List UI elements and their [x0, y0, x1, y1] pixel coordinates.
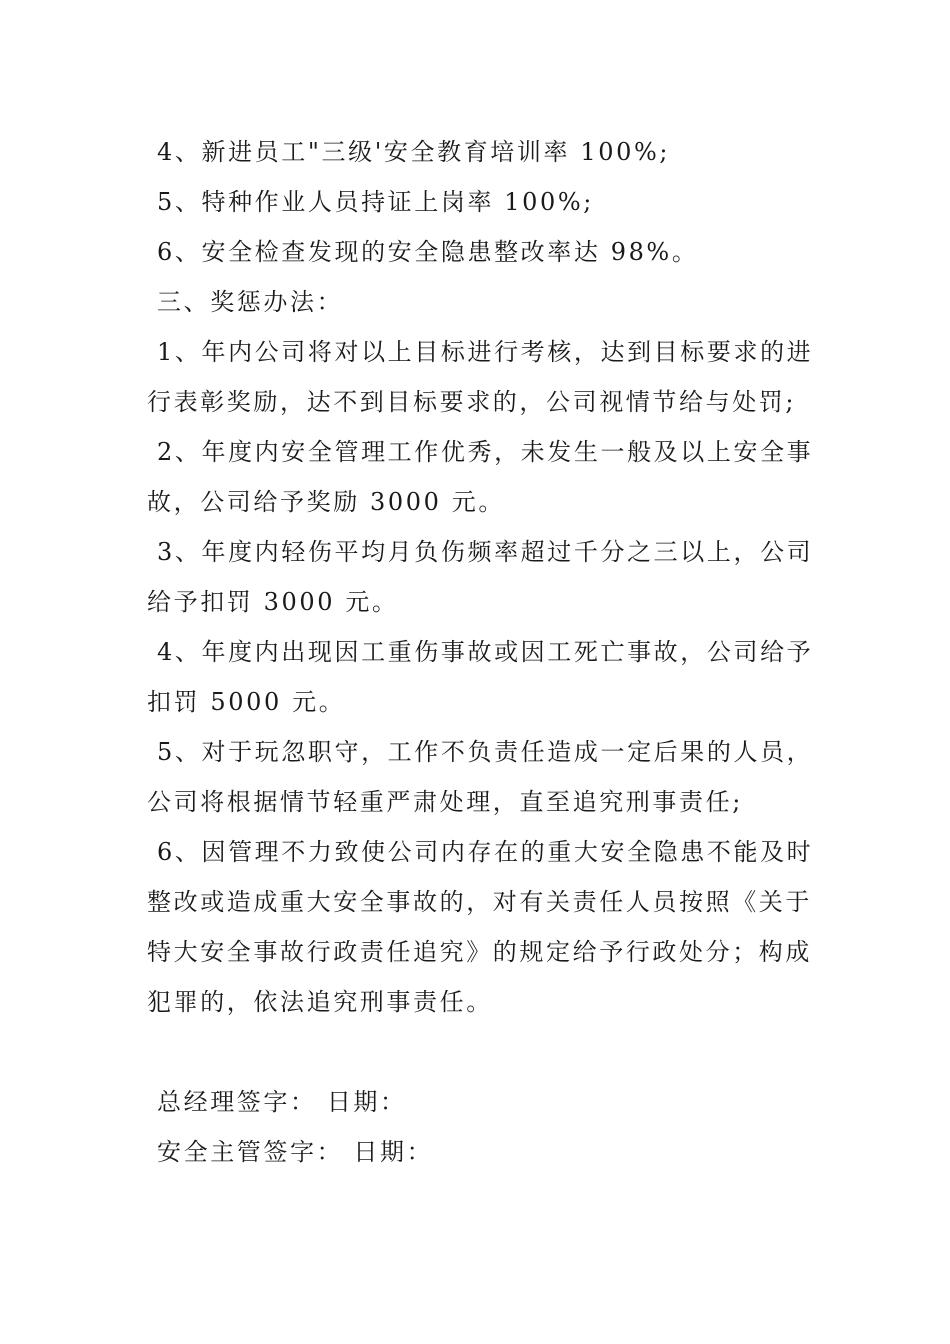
- rule-3-line-2: 给予扣罚 3000 元。: [147, 588, 399, 616]
- rule-3-line-1: 3、年度内轻伤平均月负伤频率超过千分之三以上，公司: [157, 538, 814, 566]
- rule-6-line-1: 6、因管理不力致使公司内存在的重大安全隐患不能及时: [157, 838, 814, 866]
- section-heading: 三、奖惩办法：: [157, 288, 344, 316]
- rule-6-line-4: 犯罪的，依法追究刑事责任。: [147, 988, 493, 1016]
- rule-2-line-2: 故，公司给予奖励 3000 元。: [147, 488, 505, 516]
- rule-6-line-3: 特大安全事故行政责任追究》的规定给予行政处分；构成: [147, 938, 812, 966]
- gm-signature-line: 总经理签字： 日期：: [157, 1088, 407, 1116]
- rule-2-line-1: 2、年度内安全管理工作优秀，未发生一般及以上安全事: [157, 438, 814, 466]
- rule-4-line-2: 扣罚 5000 元。: [147, 688, 346, 716]
- target-item-5: 5、特种作业人员持证上岗率 100%;: [157, 188, 594, 216]
- target-item-4: 4、新进员工"三级'安全教育培训率 100%;: [157, 138, 671, 166]
- rule-1-line-2: 行表彰奖励，达不到目标要求的，公司视情节给与处罚;: [147, 388, 797, 416]
- rule-5-line-1: 5、对于玩忽职守，工作不负责任造成一定后果的人员，: [157, 738, 814, 766]
- rule-5-line-2: 公司将根据情节轻重严肃处理，直至追究刑事责任;: [147, 788, 743, 816]
- rule-6-line-2: 整改或造成重大安全事故的，对有关责任人员按照《关于: [147, 888, 812, 916]
- safety-supervisor-signature-line: 安全主管签字： 日期：: [157, 1138, 434, 1166]
- target-item-6: 6、安全检查发现的安全隐患整改率达 98%。: [157, 238, 699, 266]
- rule-4-line-1: 4、年度内出现因工重伤事故或因工死亡事故，公司给予: [157, 638, 814, 666]
- rule-1-line-1: 1、年内公司将对以上目标进行考核，达到目标要求的进: [157, 338, 814, 366]
